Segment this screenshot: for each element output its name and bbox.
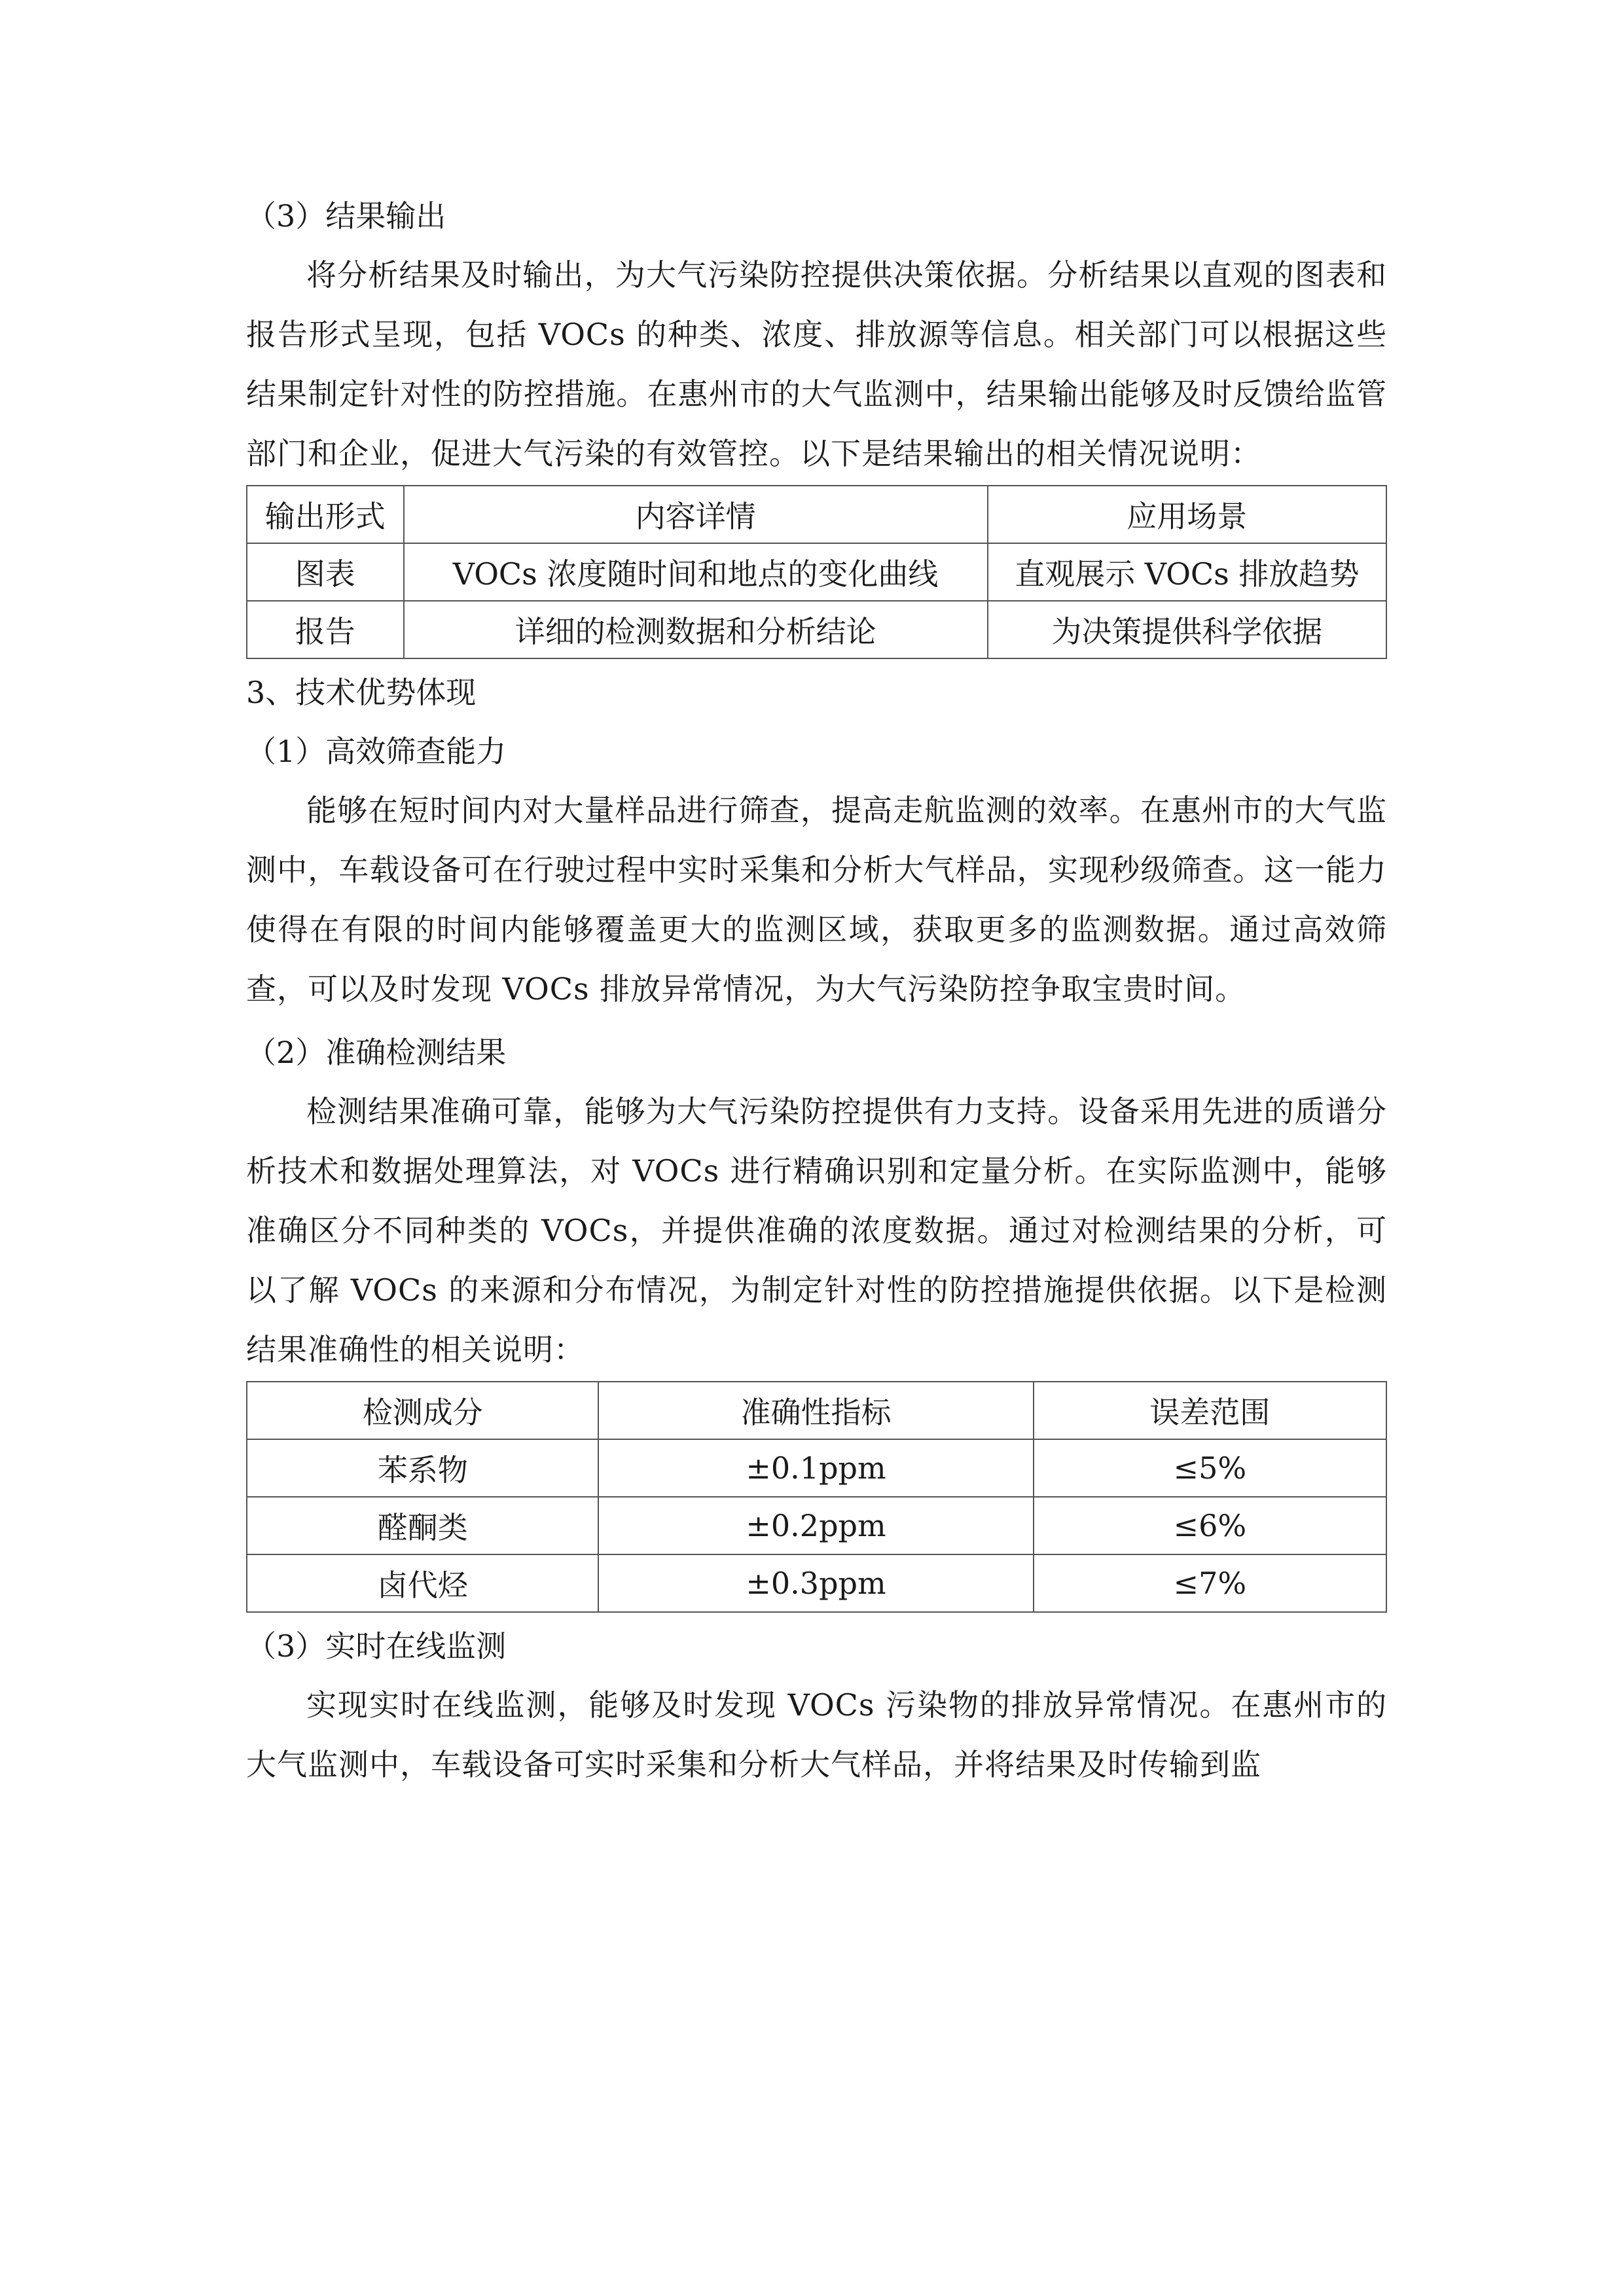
heading-accurate-results: （2）准确检测结果	[246, 1035, 507, 1070]
table-header-cell: 检测成分	[247, 1382, 598, 1439]
table-header-row	[247, 1382, 1386, 1439]
table-cell: 为决策提供科学依据	[988, 601, 1386, 658]
table-row	[247, 1497, 1386, 1554]
table-cell: 苯系物	[247, 1439, 598, 1497]
document-page	[246, 187, 1387, 1795]
table-header-cell: 准确性指标	[598, 1382, 1033, 1439]
table-row	[247, 1439, 1386, 1497]
heading-realtime-monitoring: （3）实时在线监测	[246, 1628, 507, 1664]
table-accuracy	[246, 1381, 1387, 1613]
table-cell: VOCs 浓度随时间和地点的变化曲线	[404, 543, 988, 601]
table-cell: ±0.2ppm	[598, 1497, 1033, 1554]
table-row	[247, 1554, 1386, 1612]
table-cell: ≤7%	[1034, 1554, 1386, 1612]
table-header-cell: 误差范围	[1034, 1382, 1386, 1439]
table-cell: ≤5%	[1034, 1439, 1386, 1497]
table-cell: ±0.3ppm	[598, 1554, 1033, 1612]
paragraph-realtime-monitoring: 实现实时在线监测，能够及时发现 VOCs 污染物的排放异常情况。在惠州市的大气监测中，车载设备可实时采集和分析大气样品，并将结果及时传输到监	[246, 1687, 1387, 1782]
paragraph-result-output: 将分析结果及时输出，为大气污染防控提供决策依据。分析结果以直观的图表和报告形式呈现，包括 VOCs 的种类、浓度、排放源等信息。相关部门可以根据这些结果制定针对性的防控措施。在惠州市的大气监测中，结果输出能够及时反馈给监管部门和企业，促进大气污染的有效管控。以下是结果输出的相关情况说明：	[246, 257, 1387, 471]
heading-tech-advantages: 3、技术优势体现	[246, 675, 477, 710]
table-output-forms	[246, 485, 1387, 659]
table-cell: 卤代烃	[247, 1554, 598, 1612]
paragraph-accurate-results: 检测结果准确可靠，能够为大气污染防控提供有力支持。设备采用先进的质谱分析技术和数据处理算法，对 VOCs 进行精确识别和定量分析。在实际监测中，能够准确区分不同种类的 VOCs，并提供准确的浓度数据。通过对检测结果的分析，可以了解 VOCs 的来源和分布情况，为制定针对性的防控措施提供依据。以下是检测结果准确性的相关说明：	[246, 1094, 1387, 1367]
heading-result-output: （3）结果输出	[246, 198, 446, 234]
table-cell: ±0.1ppm	[598, 1439, 1033, 1497]
table-row	[247, 543, 1386, 601]
table-cell: ≤6%	[1034, 1497, 1386, 1554]
paragraph-efficient-screening: 能够在短时间内对大量样品进行筛查，提高走航监测的效率。在惠州市的大气监测中，车载设备可在行驶过程中实时采集和分析大气样品，实现秒级筛查。这一能力使得在有限的时间内能够覆盖更大的监测区域，获取更多的监测数据。通过高效筛查，可以及时发现 VOCs 排放异常情况，为大气污染防控争取宝贵时间。	[246, 793, 1387, 1007]
table-header-cell: 内容详情	[404, 486, 988, 543]
table-cell: 图表	[247, 543, 404, 601]
table-header-cell: 输出形式	[247, 486, 404, 543]
heading-efficient-screening: （1）高效筛查能力	[246, 734, 507, 769]
table-cell: 详细的检测数据和分析结论	[404, 601, 988, 658]
table-cell: 报告	[247, 601, 404, 658]
table-header-row	[247, 486, 1386, 543]
table-cell: 醛酮类	[247, 1497, 598, 1554]
table-header-cell: 应用场景	[988, 486, 1386, 543]
table-cell: 直观展示 VOCs 排放趋势	[988, 543, 1386, 601]
table-row	[247, 601, 1386, 658]
